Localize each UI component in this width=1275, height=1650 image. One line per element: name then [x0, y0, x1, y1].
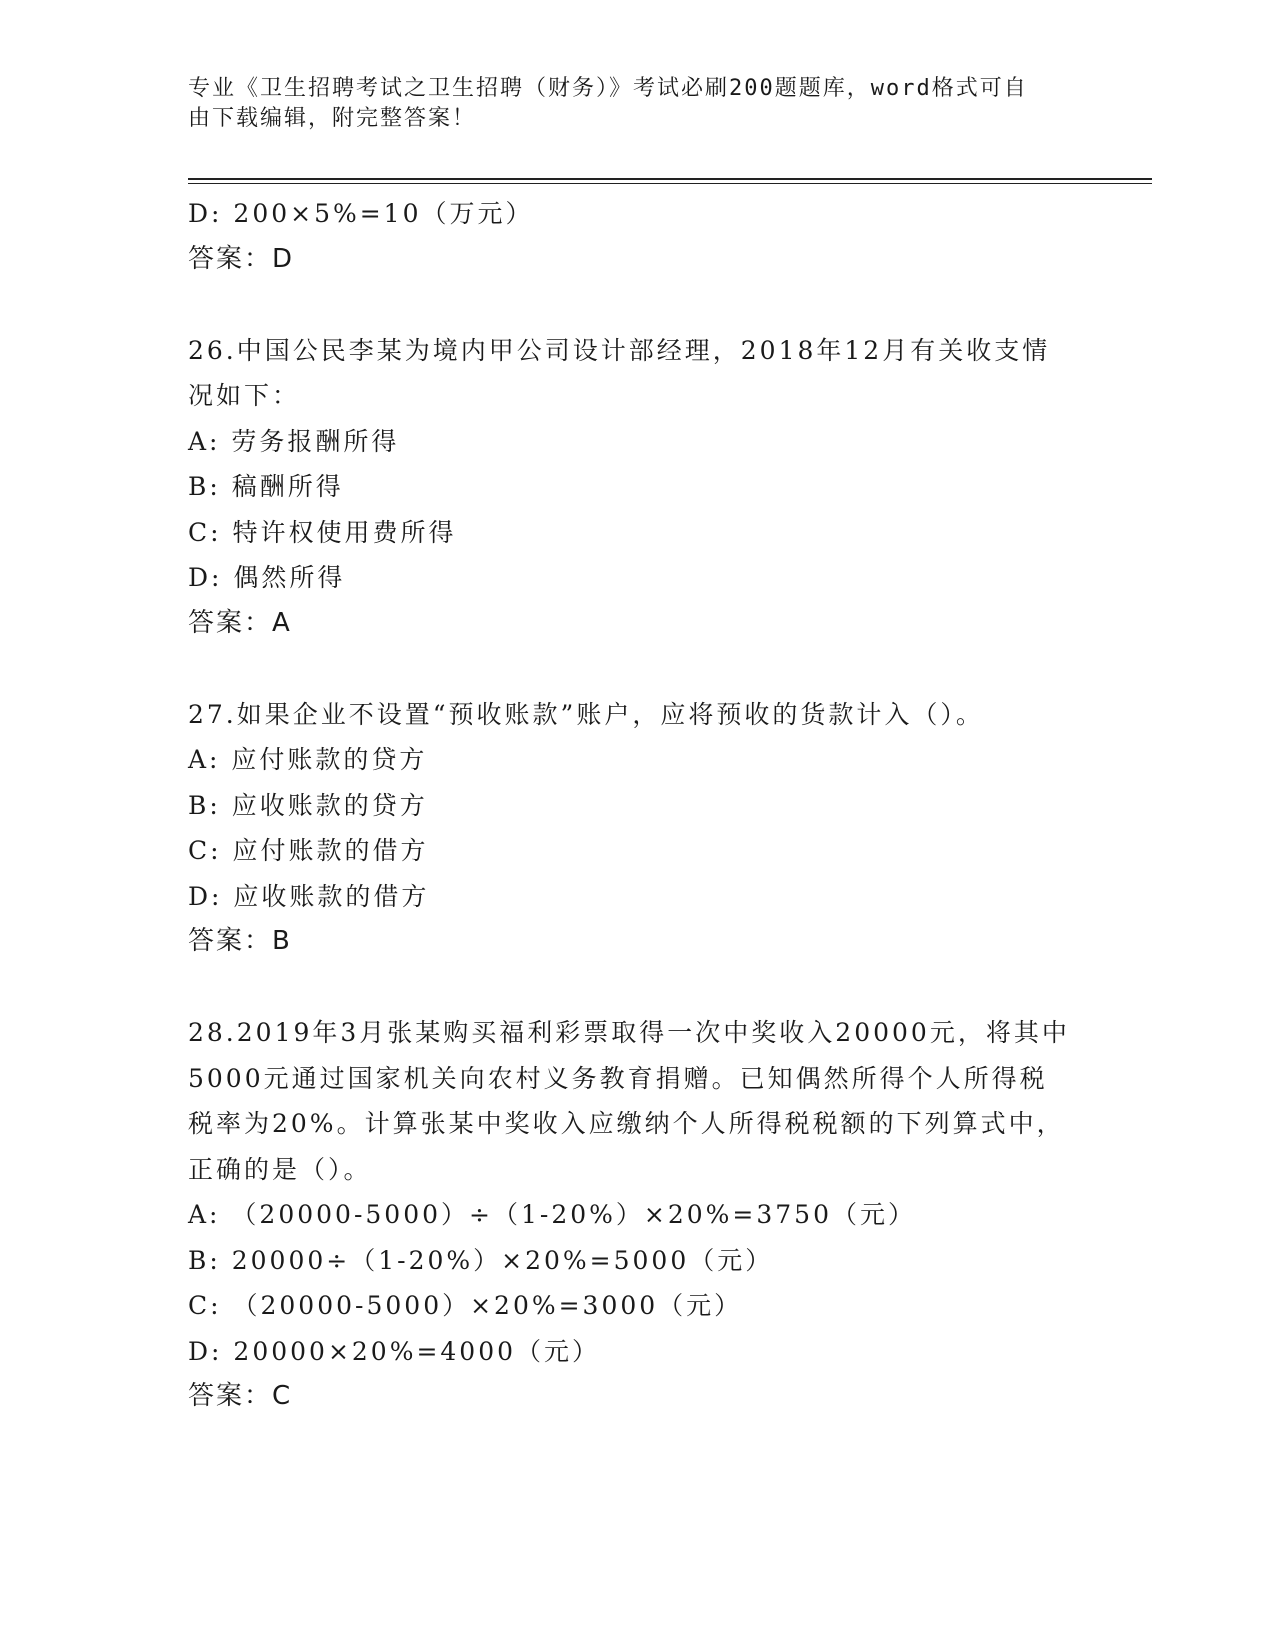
question-27	[188, 692, 1088, 965]
answer-label: 答案：D	[188, 243, 295, 274]
question-stem: 27.如果企业不设置“预收账款”账户，应将预收的货款计入（）。	[188, 699, 984, 729]
question-stem: 税率为20%。计算张某中奖收入应缴纳个人所得税税额的下列算式中，	[188, 1109, 1065, 1138]
option-d: D: 20000×20%=4000（元）	[188, 1336, 601, 1366]
option-b: B: 稿酬所得	[188, 472, 344, 501]
option-d: D: 偶然所得	[188, 563, 346, 592]
header-line-1: 专业《卫生招聘考试之卫生招聘（财务）》考试必刷200题题库，word格式可自	[188, 76, 1028, 101]
answer-label: 答案：B	[188, 926, 292, 956]
option-c: C: （20000-5000）×20%=3000（元）	[188, 1291, 743, 1320]
question-content	[188, 191, 1088, 1420]
option-a: A: 劳务报酬所得	[188, 426, 400, 456]
spacer	[188, 965, 1088, 1011]
option-b: B: 应收账款的贷方	[188, 790, 428, 820]
page-header	[188, 74, 1068, 134]
option-c: C: 特许权使用费所得	[188, 517, 457, 547]
question-stem: 况如下：	[188, 381, 301, 410]
option-a: A: （20000-5000）÷（1-20%）×20%=3750（元）	[188, 1200, 916, 1229]
question-stem: 26.中国公民李某为境内甲公司设计部经理，2018年12月有关收支情	[188, 335, 1051, 365]
option-c: C: 应付账款的借方	[188, 836, 429, 865]
question-28	[188, 1010, 1088, 1420]
answer-label: 答案：A	[188, 607, 292, 638]
option-a: A: 应付账款的贷方	[188, 745, 428, 774]
header-divider-thin	[188, 183, 1152, 184]
question-stem: 28.2019年3月张某购买福利彩票取得一次中奖收入20000元，将其中	[188, 1018, 1070, 1047]
spacer	[188, 282, 1088, 328]
option-b: B: 20000÷（1-20%）×20%=5000（元）	[188, 1245, 774, 1275]
option-d: D: 200×5%=10（万元）	[188, 199, 534, 228]
header-divider-thick	[188, 178, 1152, 180]
spacer	[188, 646, 1088, 692]
answer-label: 答案：C	[188, 1381, 293, 1411]
option-d: D: 应收账款的借方	[188, 881, 430, 911]
header-line-2: 由下载编辑，附完整答案！	[188, 106, 477, 131]
question-26	[188, 328, 1088, 647]
question-stem: 正确的是（）。	[188, 1154, 372, 1184]
question-stem: 5000元通过国家机关向农村义务教育捐赠。已知偶然所得个人所得税	[188, 1063, 1048, 1093]
question-25-tail	[188, 191, 1088, 282]
